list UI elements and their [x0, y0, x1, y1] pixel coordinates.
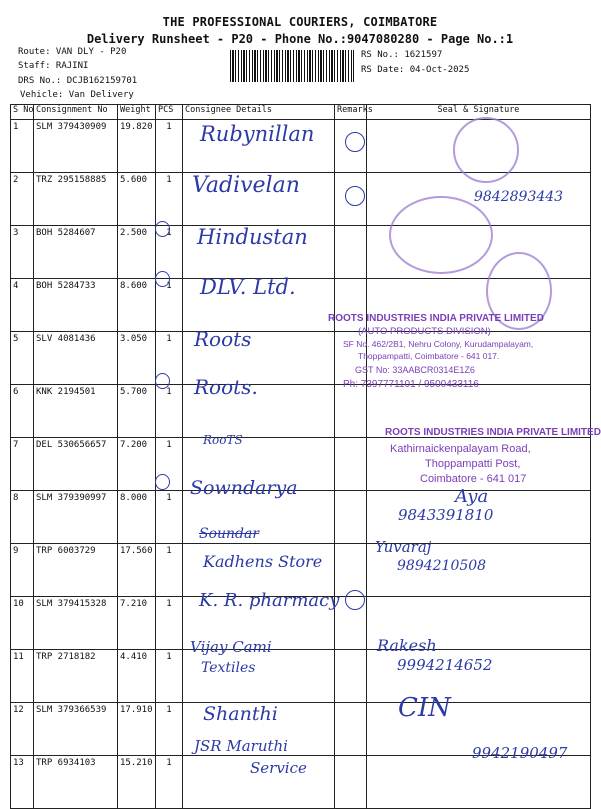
- pcs-cell: 1: [156, 438, 183, 491]
- handwritten-consignee: Roots.: [194, 375, 258, 399]
- route: Route: VAN DLY - P20: [18, 47, 127, 57]
- handwritten-struck-name: Soundar: [199, 526, 260, 542]
- pcs-cell: 1: [156, 226, 183, 279]
- sno-cell: 9: [11, 544, 34, 597]
- sno-cell: 12: [11, 703, 34, 756]
- pcs-cell: 1: [156, 650, 183, 703]
- remarks-cell: [335, 544, 367, 597]
- col-consignee: Consignee Details: [183, 105, 335, 120]
- pcs-cell: 1: [156, 332, 183, 385]
- runsheet-subtitle: Delivery Runsheet - P20 - Phone No.:9047080280 - Page No.:1: [86, 32, 514, 46]
- weight-cell: 7.200: [118, 438, 156, 491]
- remarks-cell: [335, 703, 367, 756]
- company-stamp-line: Kathirnaickenpalayam Road,: [390, 443, 531, 455]
- sno-cell: 11: [11, 650, 34, 703]
- remarks-cell: [335, 438, 367, 491]
- drs-number: DRS No.: DCJB162159701: [18, 76, 138, 86]
- sno-cell: 2: [11, 173, 34, 226]
- handwritten-consignee: Vijay Cami: [190, 638, 272, 656]
- handwritten-consignee: Kadhens Store: [203, 552, 323, 571]
- consignment-cell: BOH 5284607: [34, 226, 118, 279]
- staff: Staff: RAJINI: [18, 61, 89, 71]
- sno-cell: 3: [11, 226, 34, 279]
- consignment-cell: SLM 379415328: [34, 597, 118, 650]
- pcs-cell: 1: [156, 703, 183, 756]
- remark-circle: [345, 132, 365, 152]
- company-stamp-title: ROOTS INDUSTRIES INDIA PRIVATE LIMITED: [385, 427, 601, 438]
- pcs-cell: 1: [156, 544, 183, 597]
- handwritten-consignee: Hindustan: [197, 225, 308, 249]
- weight-cell: 8.600: [118, 279, 156, 332]
- barcode: [230, 50, 354, 82]
- consignment-cell: TRZ 295158885: [34, 173, 118, 226]
- consignee-cell: [183, 650, 335, 703]
- weight-cell: 4.410: [118, 650, 156, 703]
- weight-cell: 2.500: [118, 226, 156, 279]
- remarks-cell: [335, 385, 367, 438]
- pcs-circle: [155, 271, 170, 287]
- sno-cell: 13: [11, 756, 34, 809]
- handwritten-consignee: Sowndarya: [190, 477, 298, 499]
- company-stamp-line: Thoppampatti, Coimbatore - 641 017.: [358, 351, 500, 361]
- handwritten-consignee: DLV. Ltd.: [200, 275, 296, 299]
- col-pcs: PCS: [156, 105, 183, 120]
- runsheet-table: [10, 104, 591, 809]
- col-seal: Seal & Signature: [367, 105, 591, 120]
- col-weight: Weight: [118, 105, 156, 120]
- handwritten-signature: Yuvaraj: [375, 538, 432, 556]
- weight-cell: 5.600: [118, 173, 156, 226]
- handwritten-consignee: Shanthi: [203, 703, 278, 725]
- weight-cell: 15.210: [118, 756, 156, 809]
- handwritten-signature: Aya: [455, 486, 489, 507]
- handwritten-signature: Rakesh: [377, 636, 437, 655]
- remark-circle: [345, 590, 365, 610]
- handwritten-consignee: Rubynillan: [200, 122, 315, 146]
- company-stamp-line: SF No. 462/2B1, Nehru Colony, Kurudampalayam,: [343, 339, 534, 349]
- weight-cell: 8.000: [118, 491, 156, 544]
- sno-cell: 7: [11, 438, 34, 491]
- sno-cell: 10: [11, 597, 34, 650]
- consignment-cell: TRP 2718182: [34, 650, 118, 703]
- consignment-cell: SLM 379430909: [34, 120, 118, 173]
- pcs-cell: 1: [156, 173, 183, 226]
- table-row: [11, 650, 591, 703]
- col-consignment: Consignment No: [34, 105, 118, 120]
- remark-circle: [345, 186, 365, 206]
- company-stamp-line: (AUTO PRODUCTS DIVISION): [358, 326, 491, 337]
- pcs-cell: 1: [156, 120, 183, 173]
- handwritten-phone: 9994214652: [397, 656, 493, 674]
- consignment-cell: SLV 4081436: [34, 332, 118, 385]
- col-sno: S No: [11, 105, 34, 120]
- table-row: [11, 491, 591, 544]
- pcs-cell: 1: [156, 597, 183, 650]
- consignment-cell: TRP 6003729: [34, 544, 118, 597]
- company-stamp-line: Thoppampatti Post,: [425, 458, 521, 470]
- remarks-cell: [335, 491, 367, 544]
- handwritten-consignee: Vadivelan: [192, 173, 300, 198]
- company-stamp-line: Coimbatore - 641 017: [420, 473, 527, 485]
- company-name: THE PROFESSIONAL COURIERS, COIMBATORE: [162, 15, 438, 29]
- handwritten-consignee: RooTS: [203, 433, 243, 447]
- consignment-cell: BOH 5284733: [34, 279, 118, 332]
- round-seal: [453, 117, 519, 183]
- remarks-cell: [335, 226, 367, 279]
- company-stamp-line: Ph: 7397771101 / 9500433116: [343, 379, 479, 390]
- table-header-row: [11, 105, 591, 120]
- company-stamp-line: GST No: 33AABCR0314E1Z6: [355, 365, 475, 375]
- handwritten-signature: CIN: [398, 693, 451, 723]
- handwritten-consignee: Service: [250, 759, 307, 777]
- sno-cell: 8: [11, 491, 34, 544]
- handwritten-consignee: Textiles: [201, 660, 256, 676]
- handwritten-consignee: Roots: [194, 327, 252, 351]
- round-seal: [389, 196, 493, 274]
- col-remarks: Remarks: [335, 105, 367, 120]
- handwritten-consignee: K. R. pharmacy: [199, 590, 340, 611]
- sno-cell: 1: [11, 120, 34, 173]
- consignment-cell: SLM 379366539: [34, 703, 118, 756]
- weight-cell: 19.820: [118, 120, 156, 173]
- handwritten-phone: 9843391810: [398, 506, 494, 524]
- pcs-cell: 1: [156, 756, 183, 809]
- company-stamp-title: ROOTS INDUSTRIES INDIA PRIVATE LIMITED: [328, 313, 544, 324]
- remarks-cell: [335, 650, 367, 703]
- consignment-cell: KNK 2194501: [34, 385, 118, 438]
- handwritten-phone: 9894210508: [397, 558, 487, 574]
- rs-date: RS Date: 04-Oct-2025: [361, 65, 470, 75]
- weight-cell: 17.560: [118, 544, 156, 597]
- pcs-circle: [155, 373, 170, 389]
- sno-cell: 5: [11, 332, 34, 385]
- sno-cell: 6: [11, 385, 34, 438]
- pcs-circle: [155, 221, 170, 237]
- seal-signature-cell: [367, 756, 591, 809]
- weight-cell: 7.210: [118, 597, 156, 650]
- remarks-cell: [335, 756, 367, 809]
- handwritten-phone: 9942190497: [472, 744, 568, 762]
- pcs-cell: 1: [156, 385, 183, 438]
- weight-cell: 3.050: [118, 332, 156, 385]
- handwritten-phone: 9842893443: [474, 189, 564, 205]
- vehicle: Vehicle: Van Delivery: [20, 90, 134, 100]
- consignment-cell: TRP 6934103: [34, 756, 118, 809]
- pcs-circle: [155, 474, 170, 490]
- handwritten-consignee: JSR Maruthi: [194, 737, 288, 755]
- consignment-cell: SLM 379390997: [34, 491, 118, 544]
- weight-cell: 17.910: [118, 703, 156, 756]
- rs-number: RS No.: 1621597: [361, 50, 443, 60]
- weight-cell: 5.700: [118, 385, 156, 438]
- pcs-cell: 1: [156, 279, 183, 332]
- sno-cell: 4: [11, 279, 34, 332]
- consignment-cell: DEL 530656657: [34, 438, 118, 491]
- pcs-cell: 1: [156, 491, 183, 544]
